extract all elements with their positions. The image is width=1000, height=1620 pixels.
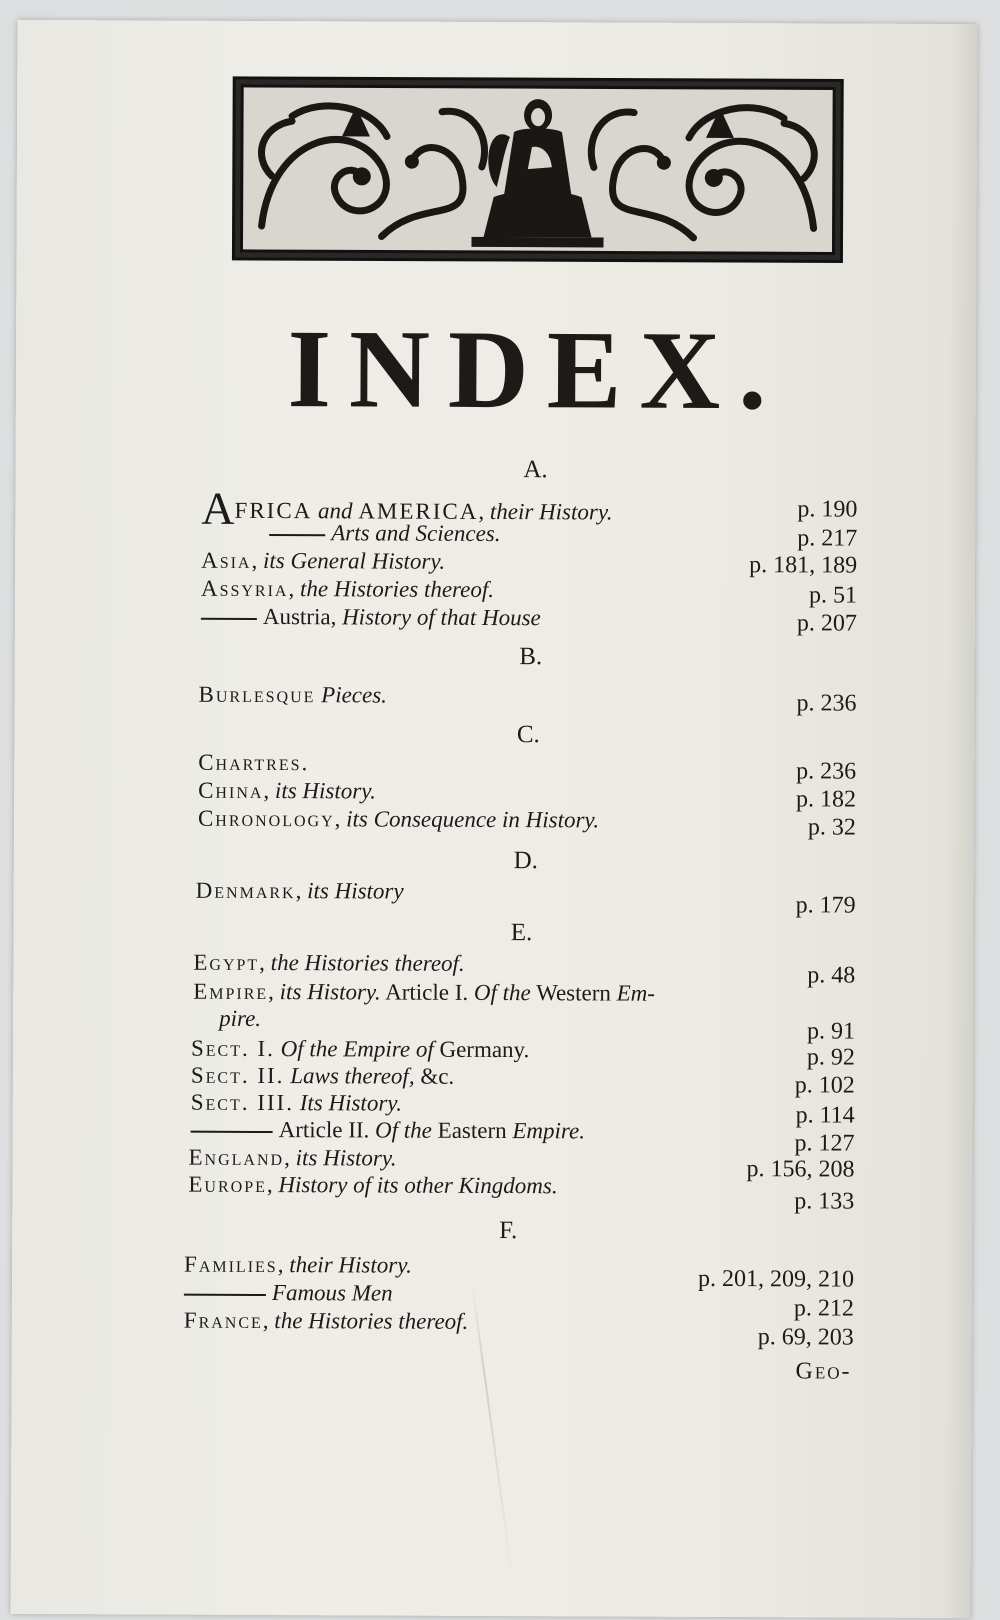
section-letter-b: B. <box>519 643 543 671</box>
page-ref: p. 102 <box>794 1072 855 1099</box>
index-entry-article-2: Article II. Of the Eastern Empire. <box>191 1118 585 1143</box>
page-shadow <box>943 24 978 1618</box>
page-ref: p. 207 <box>796 610 857 637</box>
index-entry-sect-1: Sect. I. Of the Empire of Germany. <box>190 1035 530 1063</box>
entry-continuation: pire. <box>219 1005 262 1031</box>
section-letter-d: D. <box>513 847 539 875</box>
section-letter-f: F. <box>499 1217 518 1245</box>
page-ref: p. 127 <box>794 1130 855 1157</box>
index-entry-egypt: Egypt, the Histories thereof. <box>193 949 465 976</box>
page-ref: p. 51 <box>808 582 858 609</box>
index-entry-england: England, its History. <box>188 1144 397 1171</box>
index-entry-burlesque: Burlesque Pieces. <box>198 681 388 708</box>
index-entry-china: China, its History. <box>198 777 376 804</box>
index-entry-arts: Arts and Sciences. <box>269 521 500 545</box>
page-ref: p. 190 <box>797 496 858 523</box>
page-ref: p. 114 <box>795 1102 855 1129</box>
paper-crease <box>471 1283 513 1581</box>
page-ref: p. 69, 203 <box>757 1324 854 1351</box>
section-letter-e: E. <box>510 919 533 947</box>
page-ref: p. 217 <box>797 525 858 552</box>
ditto-rule <box>269 534 325 536</box>
index-entry-france: France, the Histories thereof. <box>183 1307 469 1334</box>
page-ref: p. 181, 189 <box>749 552 858 579</box>
page-ref: p. 212 <box>793 1295 854 1322</box>
index-entry-chartres: Chartres. <box>198 749 310 776</box>
index-entry-famous-men: Famous Men <box>184 1281 393 1305</box>
page-ref: p. 92 <box>806 1044 856 1071</box>
index-entry-chronology: Chronology, its Consequence in History. <box>197 805 600 833</box>
index-entry-denmark: Denmark, its History <box>195 877 404 904</box>
index-entry-sect-3: Sect. III. Its History. <box>190 1089 403 1116</box>
section-letter-a: A. <box>523 456 548 484</box>
index-entry-families: Families, their History. <box>184 1251 412 1278</box>
page-ref: p. 182 <box>796 786 857 813</box>
book-page <box>11 20 978 1618</box>
page-ref: p. 156, 208 <box>746 1156 855 1183</box>
page-ref: p. 236 <box>796 690 857 717</box>
page-title: INDEX. <box>287 307 785 434</box>
ditto-rule <box>201 617 257 619</box>
index-entry-empire: Empire, its History. Article I. Of the Western Em- <box>193 978 656 1006</box>
section-letter-c: C. <box>516 721 540 749</box>
index-entry-africa: AFRICA and AMERICA, their History. <box>201 482 613 534</box>
index-entry-europe: Europe, History of its other Kingdoms. <box>188 1171 558 1199</box>
page-ref: p. 91 <box>807 1018 856 1045</box>
page-ref: p. 133 <box>794 1188 855 1215</box>
index-entry-sect-2: Sect. II. Laws thereof, &c. <box>190 1062 455 1089</box>
index-entry-austria: Austria, History of that House <box>201 605 541 629</box>
catchword: Geo- <box>795 1358 852 1385</box>
page-ref: p. 179 <box>795 892 856 919</box>
page-ref: p. 48 <box>807 962 856 989</box>
index-entry-asia: Asia, its General History. <box>201 547 446 574</box>
page-ref: p. 201, 209, 210 <box>697 1265 855 1293</box>
ornamental-headpiece <box>231 76 844 264</box>
page-ref: p. 236 <box>796 758 857 785</box>
ditto-rule <box>191 1130 273 1132</box>
ditto-rule <box>184 1293 266 1295</box>
index-entry-assyria: Assyria, the Histories thereof. <box>200 575 495 602</box>
drop-cap: A <box>201 482 235 534</box>
page-ref: p. 32 <box>807 814 857 841</box>
